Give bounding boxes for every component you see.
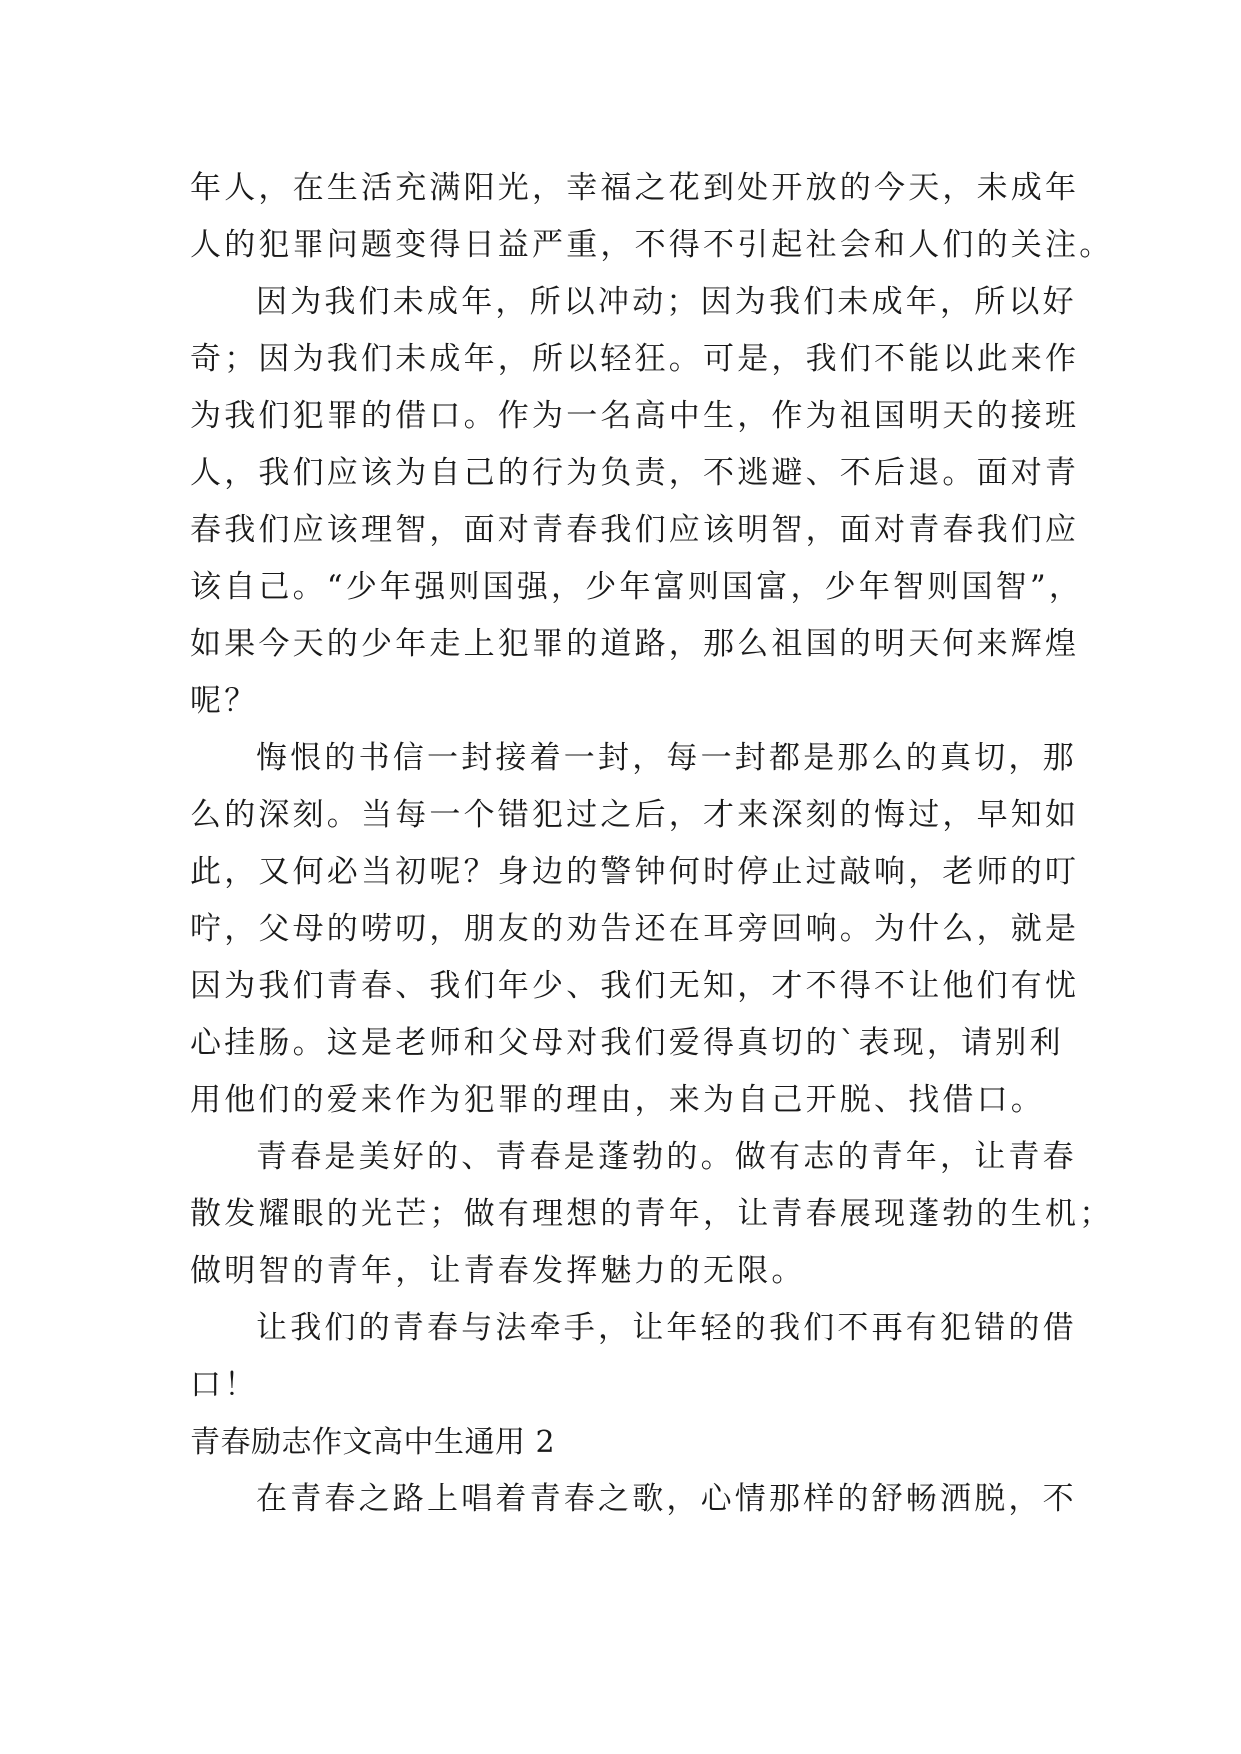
text-line: 奇；因为我们未成年，所以轻狂。可是，我们不能以此来作 bbox=[190, 341, 1080, 377]
paragraph-start-line: 悔恨的书信一封接着一封，每一封都是那么的真切，那 bbox=[256, 740, 1077, 776]
text-line: 春我们应该理智，面对青春我们应该明智，面对青春我们应 bbox=[190, 512, 1080, 548]
paragraph-start-line: 青春是美好的、青春是蓬勃的。做有志的青年，让青春 bbox=[256, 1139, 1077, 1175]
text-line: 此，又何必当初呢？身边的警钟何时停止过敲响，老师的叮 bbox=[190, 854, 1080, 890]
text-line: 年人，在生活充满阳光，幸福之花到处开放的今天，未成年 bbox=[190, 170, 1080, 206]
paragraph-start-line: 在青春之路上唱着青春之歌，心情那样的舒畅洒脱，不 bbox=[256, 1481, 1077, 1517]
text-line: 如果今天的少年走上犯罪的道路，那么祖国的明天何来辉煌 bbox=[190, 626, 1080, 662]
text-line: 么的深刻。当每一个错犯过之后，才来深刻的悔过，早知如 bbox=[190, 797, 1080, 833]
text-line: 因为我们青春、我们年少、我们无知，才不得不让他们有忧 bbox=[190, 968, 1080, 1004]
text-line: 为我们犯罪的借口。作为一名高中生，作为祖国明天的接班 bbox=[190, 398, 1080, 434]
document-body bbox=[190, 160, 1114, 1528]
text-line: 散发耀眼的光芒；做有理想的青年，让青春展现蓬勃的生机； bbox=[190, 1196, 1114, 1232]
text-line: 人，我们应该为自己的行为负责，不逃避、不后退。面对青 bbox=[190, 455, 1080, 491]
text-line: 口！ bbox=[190, 1367, 259, 1403]
section-heading: 青春励志作文高中生通用 2 bbox=[190, 1425, 556, 1460]
paragraph-start-line: 让我们的青春与法牵手，让年轻的我们不再有犯错的借 bbox=[256, 1310, 1077, 1346]
text-line: 心挂肠。这是老师和父母对我们爱得真切的`表现，请别利 bbox=[190, 1025, 1064, 1061]
paragraph-start-line: 因为我们未成年，所以冲动；因为我们未成年，所以好 bbox=[256, 284, 1077, 320]
text-line: 咛，父母的唠叨，朋友的劝告还在耳旁回响。为什么，就是 bbox=[190, 911, 1080, 947]
text-line: 呢？ bbox=[190, 683, 259, 719]
text-line: 人的犯罪问题变得日益严重，不得不引起社会和人们的关注。 bbox=[190, 227, 1114, 263]
text-line: 做明智的青年，让青春发挥魅力的无限。 bbox=[190, 1253, 806, 1289]
text-line: 用他们的爱来作为犯罪的理由，来为自己开脱、找借口。 bbox=[190, 1082, 1045, 1118]
text-line: 该自己。“少年强则国强，少年富则国富，少年智则国智”， bbox=[190, 569, 1084, 605]
